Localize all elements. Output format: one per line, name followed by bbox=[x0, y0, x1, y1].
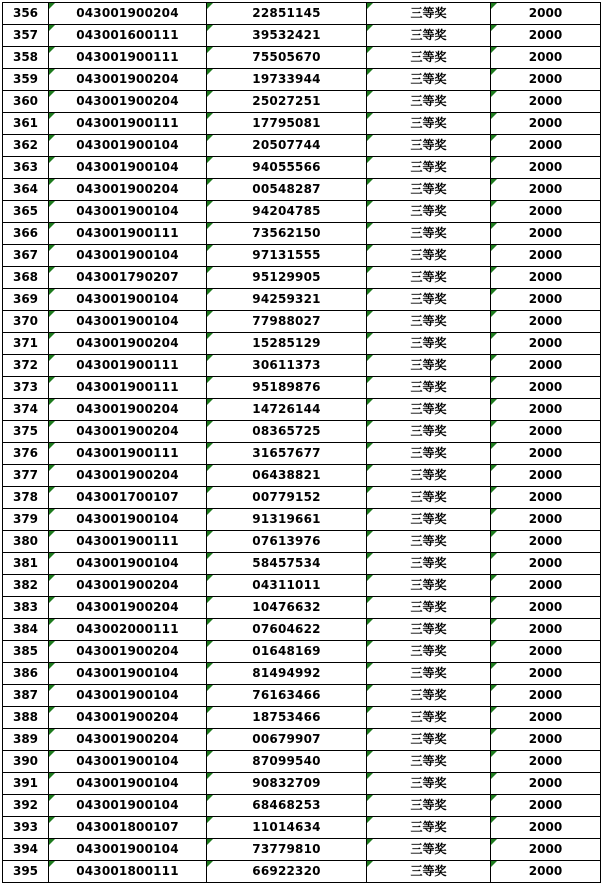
cell-ticket-number: 06438821 bbox=[207, 465, 367, 487]
cell-sequence-number: 384 bbox=[3, 619, 49, 641]
cell-prize-grade: 三等奖 bbox=[367, 223, 491, 245]
cell-ticket-number: 94055566 bbox=[207, 157, 367, 179]
cell-prize-grade: 三等奖 bbox=[367, 3, 491, 25]
cell-sequence-number: 362 bbox=[3, 135, 49, 157]
cell-ticket-number: 01648169 bbox=[207, 641, 367, 663]
cell-prize-amount: 2000 bbox=[491, 201, 601, 223]
table-row bbox=[3, 135, 601, 157]
cell-sequence-number: 390 bbox=[3, 751, 49, 773]
cell-prize-grade: 三等奖 bbox=[367, 531, 491, 553]
table-row bbox=[3, 377, 601, 399]
cell-ticket-number: 90832709 bbox=[207, 773, 367, 795]
cell-prize-grade: 三等奖 bbox=[367, 135, 491, 157]
cell-ticket-number: 39532421 bbox=[207, 25, 367, 47]
cell-sequence-number: 392 bbox=[3, 795, 49, 817]
cell-prize-grade: 三等奖 bbox=[367, 91, 491, 113]
prize-table-body bbox=[3, 3, 601, 883]
cell-sequence-number: 376 bbox=[3, 443, 49, 465]
cell-ticket-number: 68468253 bbox=[207, 795, 367, 817]
cell-account-code: 043001900104 bbox=[49, 245, 207, 267]
cell-account-code: 043002000111 bbox=[49, 619, 207, 641]
cell-prize-grade: 三等奖 bbox=[367, 179, 491, 201]
cell-account-code: 043001900204 bbox=[49, 3, 207, 25]
cell-prize-amount: 2000 bbox=[491, 685, 601, 707]
cell-prize-grade: 三等奖 bbox=[367, 377, 491, 399]
cell-sequence-number: 381 bbox=[3, 553, 49, 575]
cell-ticket-number: 15285129 bbox=[207, 333, 367, 355]
cell-account-code: 043001900104 bbox=[49, 773, 207, 795]
cell-prize-grade: 三等奖 bbox=[367, 553, 491, 575]
cell-ticket-number: 87099540 bbox=[207, 751, 367, 773]
cell-ticket-number: 77988027 bbox=[207, 311, 367, 333]
cell-sequence-number: 370 bbox=[3, 311, 49, 333]
cell-account-code: 043001900204 bbox=[49, 69, 207, 91]
cell-prize-grade: 三等奖 bbox=[367, 509, 491, 531]
cell-account-code: 043001900104 bbox=[49, 685, 207, 707]
cell-prize-grade: 三等奖 bbox=[367, 113, 491, 135]
cell-prize-amount: 2000 bbox=[491, 421, 601, 443]
table-row bbox=[3, 69, 601, 91]
table-row bbox=[3, 509, 601, 531]
cell-prize-grade: 三等奖 bbox=[367, 751, 491, 773]
cell-account-code: 043001900104 bbox=[49, 135, 207, 157]
cell-account-code: 043001800107 bbox=[49, 817, 207, 839]
cell-sequence-number: 394 bbox=[3, 839, 49, 861]
cell-account-code: 043001900204 bbox=[49, 597, 207, 619]
cell-ticket-number: 10476632 bbox=[207, 597, 367, 619]
cell-prize-grade: 三等奖 bbox=[367, 69, 491, 91]
cell-sequence-number: 383 bbox=[3, 597, 49, 619]
cell-account-code: 043001900204 bbox=[49, 333, 207, 355]
cell-prize-amount: 2000 bbox=[491, 509, 601, 531]
cell-account-code: 043001900104 bbox=[49, 839, 207, 861]
cell-prize-grade: 三等奖 bbox=[367, 773, 491, 795]
cell-prize-amount: 2000 bbox=[491, 839, 601, 861]
table-row bbox=[3, 91, 601, 113]
table-row bbox=[3, 729, 601, 751]
cell-prize-grade: 三等奖 bbox=[367, 421, 491, 443]
table-row bbox=[3, 355, 601, 377]
cell-prize-amount: 2000 bbox=[491, 729, 601, 751]
cell-prize-amount: 2000 bbox=[491, 597, 601, 619]
table-row bbox=[3, 3, 601, 25]
cell-sequence-number: 379 bbox=[3, 509, 49, 531]
cell-sequence-number: 377 bbox=[3, 465, 49, 487]
cell-sequence-number: 356 bbox=[3, 3, 49, 25]
cell-prize-amount: 2000 bbox=[491, 179, 601, 201]
cell-prize-amount: 2000 bbox=[491, 157, 601, 179]
cell-ticket-number: 66922320 bbox=[207, 861, 367, 883]
cell-prize-amount: 2000 bbox=[491, 311, 601, 333]
cell-prize-amount: 2000 bbox=[491, 333, 601, 355]
cell-account-code: 043001900204 bbox=[49, 707, 207, 729]
cell-prize-amount: 2000 bbox=[491, 355, 601, 377]
cell-ticket-number: 07613976 bbox=[207, 531, 367, 553]
cell-ticket-number: 91319661 bbox=[207, 509, 367, 531]
cell-account-code: 043001900204 bbox=[49, 465, 207, 487]
cell-account-code: 043001900111 bbox=[49, 223, 207, 245]
cell-ticket-number: 81494992 bbox=[207, 663, 367, 685]
cell-ticket-number: 11014634 bbox=[207, 817, 367, 839]
cell-prize-grade: 三等奖 bbox=[367, 685, 491, 707]
cell-ticket-number: 58457534 bbox=[207, 553, 367, 575]
cell-ticket-number: 31657677 bbox=[207, 443, 367, 465]
cell-sequence-number: 380 bbox=[3, 531, 49, 553]
cell-prize-amount: 2000 bbox=[491, 641, 601, 663]
cell-sequence-number: 357 bbox=[3, 25, 49, 47]
table-row bbox=[3, 619, 601, 641]
table-row bbox=[3, 575, 601, 597]
cell-account-code: 043001900104 bbox=[49, 553, 207, 575]
cell-prize-amount: 2000 bbox=[491, 487, 601, 509]
cell-prize-amount: 2000 bbox=[491, 531, 601, 553]
cell-ticket-number: 14726144 bbox=[207, 399, 367, 421]
table-row bbox=[3, 157, 601, 179]
table-row bbox=[3, 333, 601, 355]
table-row bbox=[3, 289, 601, 311]
cell-ticket-number: 76163466 bbox=[207, 685, 367, 707]
cell-ticket-number: 97131555 bbox=[207, 245, 367, 267]
cell-account-code: 043001900111 bbox=[49, 47, 207, 69]
table-row bbox=[3, 707, 601, 729]
cell-prize-amount: 2000 bbox=[491, 25, 601, 47]
cell-prize-amount: 2000 bbox=[491, 861, 601, 883]
cell-prize-grade: 三等奖 bbox=[367, 839, 491, 861]
cell-prize-grade: 三等奖 bbox=[367, 663, 491, 685]
cell-account-code: 043001900204 bbox=[49, 421, 207, 443]
cell-account-code: 043001900111 bbox=[49, 355, 207, 377]
cell-prize-grade: 三等奖 bbox=[367, 465, 491, 487]
cell-prize-grade: 三等奖 bbox=[367, 597, 491, 619]
table-row bbox=[3, 773, 601, 795]
cell-prize-grade: 三等奖 bbox=[367, 289, 491, 311]
table-row bbox=[3, 47, 601, 69]
cell-sequence-number: 374 bbox=[3, 399, 49, 421]
cell-account-code: 043001900104 bbox=[49, 751, 207, 773]
cell-prize-amount: 2000 bbox=[491, 267, 601, 289]
cell-ticket-number: 20507744 bbox=[207, 135, 367, 157]
cell-sequence-number: 395 bbox=[3, 861, 49, 883]
cell-prize-amount: 2000 bbox=[491, 377, 601, 399]
cell-sequence-number: 363 bbox=[3, 157, 49, 179]
cell-sequence-number: 359 bbox=[3, 69, 49, 91]
table-row bbox=[3, 399, 601, 421]
cell-ticket-number: 95189876 bbox=[207, 377, 367, 399]
cell-prize-amount: 2000 bbox=[491, 575, 601, 597]
table-row bbox=[3, 597, 601, 619]
cell-account-code: 043001900111 bbox=[49, 377, 207, 399]
cell-sequence-number: 391 bbox=[3, 773, 49, 795]
table-row bbox=[3, 201, 601, 223]
cell-prize-grade: 三等奖 bbox=[367, 575, 491, 597]
cell-sequence-number: 389 bbox=[3, 729, 49, 751]
cell-sequence-number: 364 bbox=[3, 179, 49, 201]
table-row bbox=[3, 641, 601, 663]
cell-ticket-number: 75505670 bbox=[207, 47, 367, 69]
cell-sequence-number: 393 bbox=[3, 817, 49, 839]
cell-prize-amount: 2000 bbox=[491, 443, 601, 465]
cell-prize-grade: 三等奖 bbox=[367, 817, 491, 839]
cell-prize-amount: 2000 bbox=[491, 465, 601, 487]
prize-table bbox=[2, 2, 601, 883]
cell-ticket-number: 19733944 bbox=[207, 69, 367, 91]
cell-prize-amount: 2000 bbox=[491, 113, 601, 135]
cell-sequence-number: 365 bbox=[3, 201, 49, 223]
cell-sequence-number: 360 bbox=[3, 91, 49, 113]
cell-sequence-number: 387 bbox=[3, 685, 49, 707]
table-row bbox=[3, 311, 601, 333]
cell-prize-amount: 2000 bbox=[491, 47, 601, 69]
table-row bbox=[3, 839, 601, 861]
table-row bbox=[3, 223, 601, 245]
cell-ticket-number: 73779810 bbox=[207, 839, 367, 861]
cell-sequence-number: 375 bbox=[3, 421, 49, 443]
cell-ticket-number: 08365725 bbox=[207, 421, 367, 443]
cell-account-code: 043001900204 bbox=[49, 729, 207, 751]
cell-account-code: 043001900104 bbox=[49, 311, 207, 333]
cell-prize-amount: 2000 bbox=[491, 663, 601, 685]
cell-account-code: 043001900204 bbox=[49, 399, 207, 421]
cell-ticket-number: 00779152 bbox=[207, 487, 367, 509]
cell-ticket-number: 94204785 bbox=[207, 201, 367, 223]
table-row bbox=[3, 531, 601, 553]
cell-sequence-number: 366 bbox=[3, 223, 49, 245]
table-row bbox=[3, 25, 601, 47]
cell-account-code: 043001900104 bbox=[49, 795, 207, 817]
table-row bbox=[3, 113, 601, 135]
cell-prize-amount: 2000 bbox=[491, 135, 601, 157]
cell-ticket-number: 30611373 bbox=[207, 355, 367, 377]
cell-prize-grade: 三等奖 bbox=[367, 25, 491, 47]
cell-prize-amount: 2000 bbox=[491, 69, 601, 91]
cell-prize-grade: 三等奖 bbox=[367, 355, 491, 377]
cell-sequence-number: 385 bbox=[3, 641, 49, 663]
cell-account-code: 043001900104 bbox=[49, 201, 207, 223]
cell-account-code: 043001900204 bbox=[49, 179, 207, 201]
cell-prize-grade: 三等奖 bbox=[367, 399, 491, 421]
cell-prize-grade: 三等奖 bbox=[367, 795, 491, 817]
cell-prize-amount: 2000 bbox=[491, 817, 601, 839]
cell-ticket-number: 22851145 bbox=[207, 3, 367, 25]
cell-prize-amount: 2000 bbox=[491, 751, 601, 773]
cell-prize-grade: 三等奖 bbox=[367, 47, 491, 69]
cell-account-code: 043001600111 bbox=[49, 25, 207, 47]
table-row bbox=[3, 795, 601, 817]
cell-account-code: 043001800111 bbox=[49, 861, 207, 883]
cell-prize-amount: 2000 bbox=[491, 91, 601, 113]
cell-sequence-number: 358 bbox=[3, 47, 49, 69]
cell-account-code: 043001900204 bbox=[49, 641, 207, 663]
cell-sequence-number: 388 bbox=[3, 707, 49, 729]
table-row bbox=[3, 267, 601, 289]
cell-prize-grade: 三等奖 bbox=[367, 619, 491, 641]
cell-prize-amount: 2000 bbox=[491, 619, 601, 641]
cell-sequence-number: 372 bbox=[3, 355, 49, 377]
cell-prize-amount: 2000 bbox=[491, 399, 601, 421]
table-row bbox=[3, 685, 601, 707]
cell-ticket-number: 04311011 bbox=[207, 575, 367, 597]
cell-ticket-number: 00679907 bbox=[207, 729, 367, 751]
cell-sequence-number: 373 bbox=[3, 377, 49, 399]
cell-prize-grade: 三等奖 bbox=[367, 487, 491, 509]
table-row bbox=[3, 553, 601, 575]
cell-ticket-number: 07604622 bbox=[207, 619, 367, 641]
cell-ticket-number: 73562150 bbox=[207, 223, 367, 245]
cell-account-code: 043001900204 bbox=[49, 575, 207, 597]
cell-ticket-number: 25027251 bbox=[207, 91, 367, 113]
cell-account-code: 043001900111 bbox=[49, 531, 207, 553]
cell-account-code: 043001900104 bbox=[49, 289, 207, 311]
cell-account-code: 043001700107 bbox=[49, 487, 207, 509]
cell-prize-grade: 三等奖 bbox=[367, 311, 491, 333]
cell-account-code: 043001900111 bbox=[49, 113, 207, 135]
cell-prize-amount: 2000 bbox=[491, 223, 601, 245]
cell-prize-grade: 三等奖 bbox=[367, 245, 491, 267]
cell-sequence-number: 368 bbox=[3, 267, 49, 289]
cell-sequence-number: 386 bbox=[3, 663, 49, 685]
cell-prize-grade: 三等奖 bbox=[367, 861, 491, 883]
cell-prize-grade: 三等奖 bbox=[367, 641, 491, 663]
cell-sequence-number: 371 bbox=[3, 333, 49, 355]
cell-ticket-number: 18753466 bbox=[207, 707, 367, 729]
table-row bbox=[3, 817, 601, 839]
table-row bbox=[3, 179, 601, 201]
cell-sequence-number: 369 bbox=[3, 289, 49, 311]
table-row bbox=[3, 421, 601, 443]
cell-prize-grade: 三等奖 bbox=[367, 267, 491, 289]
cell-prize-grade: 三等奖 bbox=[367, 707, 491, 729]
cell-prize-amount: 2000 bbox=[491, 553, 601, 575]
table-row bbox=[3, 443, 601, 465]
cell-prize-amount: 2000 bbox=[491, 245, 601, 267]
prize-list-sheet bbox=[2, 2, 600, 883]
cell-prize-amount: 2000 bbox=[491, 773, 601, 795]
cell-prize-grade: 三等奖 bbox=[367, 333, 491, 355]
cell-account-code: 043001900104 bbox=[49, 509, 207, 531]
cell-account-code: 043001900204 bbox=[49, 91, 207, 113]
table-row bbox=[3, 663, 601, 685]
cell-sequence-number: 382 bbox=[3, 575, 49, 597]
cell-sequence-number: 361 bbox=[3, 113, 49, 135]
cell-prize-grade: 三等奖 bbox=[367, 443, 491, 465]
table-row bbox=[3, 751, 601, 773]
cell-prize-amount: 2000 bbox=[491, 3, 601, 25]
cell-prize-amount: 2000 bbox=[491, 707, 601, 729]
cell-ticket-number: 17795081 bbox=[207, 113, 367, 135]
table-row bbox=[3, 465, 601, 487]
cell-account-code: 043001900104 bbox=[49, 157, 207, 179]
cell-sequence-number: 367 bbox=[3, 245, 49, 267]
cell-sequence-number: 378 bbox=[3, 487, 49, 509]
cell-account-code: 043001900104 bbox=[49, 663, 207, 685]
cell-prize-grade: 三等奖 bbox=[367, 201, 491, 223]
table-row bbox=[3, 861, 601, 883]
table-row bbox=[3, 245, 601, 267]
cell-prize-grade: 三等奖 bbox=[367, 157, 491, 179]
cell-account-code: 043001790207 bbox=[49, 267, 207, 289]
cell-prize-grade: 三等奖 bbox=[367, 729, 491, 751]
cell-ticket-number: 95129905 bbox=[207, 267, 367, 289]
cell-prize-amount: 2000 bbox=[491, 289, 601, 311]
cell-ticket-number: 94259321 bbox=[207, 289, 367, 311]
cell-account-code: 043001900111 bbox=[49, 443, 207, 465]
cell-prize-amount: 2000 bbox=[491, 795, 601, 817]
cell-ticket-number: 00548287 bbox=[207, 179, 367, 201]
table-row bbox=[3, 487, 601, 509]
